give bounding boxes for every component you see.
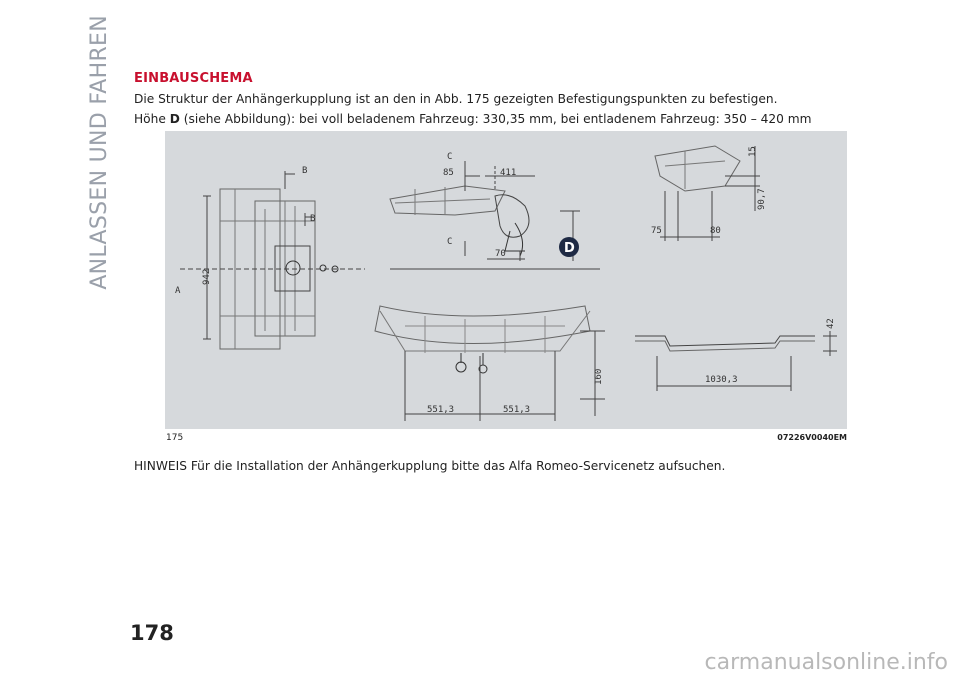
label-1030-3: 1030,3: [705, 375, 738, 385]
page-number: 178: [130, 621, 174, 645]
section-heading: EINBAUSCHEMA: [134, 71, 253, 86]
installation-diagram: [165, 131, 847, 429]
label-160: 160: [594, 368, 604, 385]
label-942: 942: [202, 268, 212, 285]
label-551-left: 551,3: [427, 405, 455, 415]
watermark: carmanualsonline.info: [704, 650, 948, 675]
figure-number: 175: [166, 433, 184, 443]
paragraph-structure: Die Struktur der Anhängerkupplung ist an den in Abb. 175 gezeigten Befestigungspunkten zu befestigen.: [134, 92, 778, 106]
label-42: 42: [826, 318, 836, 329]
label-90-7: 90,7: [757, 188, 767, 210]
label-551-right: 551,3: [503, 405, 531, 415]
label-75: 75: [651, 226, 662, 236]
label-70: 70: [495, 249, 506, 259]
label-a: A: [175, 286, 181, 296]
height-prefix: Höhe: [134, 112, 170, 126]
label-height-d: D: [564, 241, 575, 256]
height-letter: D: [169, 112, 180, 126]
label-80: 80: [710, 226, 721, 236]
label-411: 411: [500, 168, 517, 178]
label-15: 15: [748, 146, 758, 157]
paragraph-height: [134, 112, 812, 126]
diagram-drawing: [165, 131, 847, 429]
height-values: (siehe Abbildung): bei voll beladenem Fahrzeug: 330,35 mm, bei entladenem Fahrzeug: 350 – 420 mm: [179, 112, 812, 126]
left-frame-view: [180, 171, 365, 349]
chapter-side-tab: [84, 15, 114, 290]
label-b-top: B: [302, 166, 308, 176]
chapter-title: ANLASSEN UND FAHREN: [86, 15, 112, 290]
rear-view: [375, 306, 605, 421]
label-b-side: B: [310, 214, 316, 224]
figure-code: 07226V0040EM: [777, 433, 847, 442]
label-85: 85: [443, 168, 454, 178]
label-c-bottom: C: [447, 237, 453, 247]
service-note: HINWEIS Für die Installation der Anhängerkupplung bitte das Alfa Romeo-Servicenetz aufsuchen.: [134, 459, 726, 473]
label-c-top: C: [447, 152, 453, 162]
detail-view: [655, 146, 760, 241]
